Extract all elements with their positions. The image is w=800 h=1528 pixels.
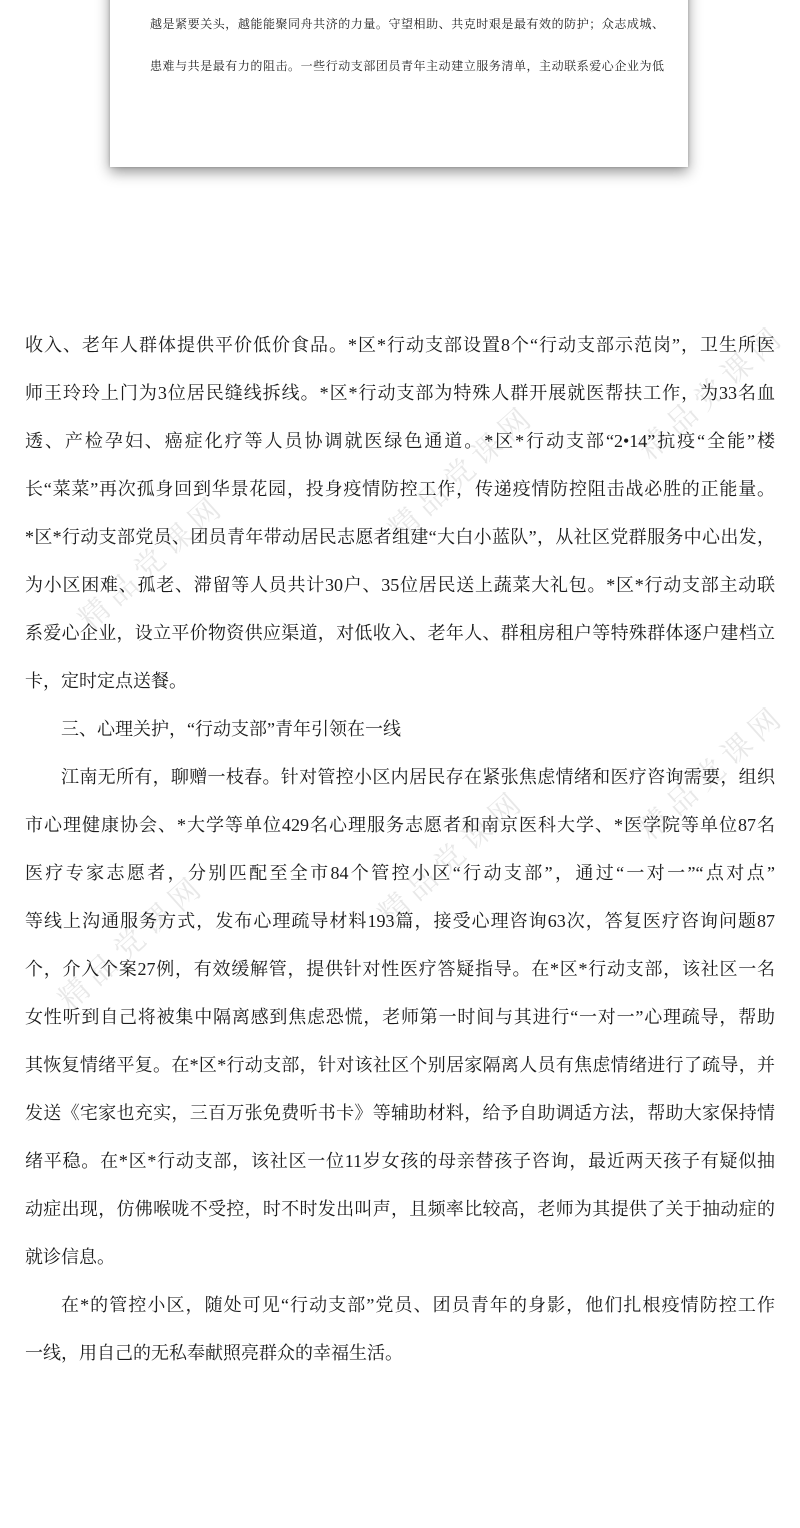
body-text-line: 江南无所有，聊赠一枝春。针对管控小区内居民存在紧张焦虑情绪和医疗咨询需要，组织 bbox=[61, 767, 775, 787]
watermark-text: 精品党课网 bbox=[382, 398, 543, 547]
body-text-line: 市心理健康协会、*大学等单位429名心理服务志愿者和南京医科大学、*医学院等单位87名 bbox=[25, 815, 775, 835]
body-text-line: 个，介入个案27例，有效缓解管，提供针对性医疗答疑指导。在*区*行动支部，该社区一名 bbox=[25, 959, 775, 979]
watermark-text: 精品党课网 bbox=[632, 318, 793, 467]
body-text-line: 师王玲玲上门为3位居民缝线拆线。*区*行动支部为特殊人群开展就医帮扶工作，为33名血 bbox=[25, 383, 775, 403]
body-text-line: 长“菜菜”再次孤身回到华景花园，投身疫情防控工作，传递疫情防控阻击战必胜的正能量。 bbox=[25, 479, 775, 499]
body-text-line: *区*行动支部党员、团员青年带动居民志愿者组建“大白小蓝队”，从社区党群服务中心出发， bbox=[25, 527, 775, 547]
body-text-line: 等线上沟通服务方式，发布心理疏导材料193篇，接受心理咨询63次，答复医疗咨询问题87 bbox=[25, 911, 775, 931]
body-text-line: 绪平稳。在*区*行动支部，该社区一位11岁女孩的母亲替孩子咨询，最近两天孩子有疑似抽 bbox=[25, 1151, 775, 1171]
watermark-text: 精品党课网 bbox=[52, 868, 213, 1017]
body-text-line: 医疗专家志愿者，分别匹配至全市84个管控小区“行动支部”，通过“一对一”“点对点” bbox=[25, 863, 775, 883]
body-text-line: 三、心理关护，“行动支部”青年引领在一线 bbox=[61, 719, 401, 739]
document-body bbox=[25, 321, 775, 1377]
prev-page-line: 患难与共是最有力的阻击。一些行动支部团员青年主动建立服务清单，主动联系爱心企业为低 bbox=[150, 59, 664, 73]
body-text-line: 动症出现，仿佛喉咙不受控，时不时发出叫声，且频率比较高，老师为其提供了关于抽动症的 bbox=[25, 1199, 775, 1219]
body-text-line: 其恢复情绪平复。在*区*行动支部，针对该社区个别居家隔离人员有焦虑情绪进行了疏导，并 bbox=[25, 1055, 775, 1075]
body-text-line: 一线，用自己的无私奉献照亮群众的幸福生活。 bbox=[25, 1343, 403, 1363]
prev-page-line: 越是紧要关头，越能能聚同舟共济的力量。守望相助、共克时艰是最有效的防护；众志成城、 bbox=[150, 17, 664, 31]
body-text-line: 系爱心企业，设立平价物资供应渠道，对低收入、老年人、群租房租户等特殊群体逐户建档立 bbox=[25, 623, 775, 643]
prev-page-fragment bbox=[110, 0, 688, 167]
body-text-line: 卡，定时定点送餐。 bbox=[25, 671, 187, 691]
body-text-line: 透、产检孕妇、癌症化疗等人员协调就医绿色通道。*区*行动支部“2•14”抗疫“全能”楼 bbox=[25, 431, 775, 451]
body-text-line: 女性听到自己将被集中隔离感到焦虑恐慌，老师第一时间与其进行“一对一”心理疏导，帮助 bbox=[25, 1007, 775, 1027]
body-text-line: 在*的管控小区，随处可见“行动支部”党员、团员青年的身影，他们扎根疫情防控工作 bbox=[61, 1295, 775, 1315]
body-text-line: 收入、老年人群体提供平价低价食品。*区*行动支部设置8个“行动支部示范岗”，卫生所医 bbox=[25, 335, 775, 355]
body-text-line: 就诊信息。 bbox=[25, 1247, 115, 1267]
body-text-line: 发送《宅家也充实，三百万张免费听书卡》等辅助材料，给予自助调适方法，帮助大家保持情 bbox=[25, 1103, 775, 1123]
watermark-text: 精品党课网 bbox=[632, 698, 793, 847]
watermark-text: 精品党课网 bbox=[372, 783, 533, 932]
body-text-line: 为小区困难、孤老、滞留等人员共计30户、35位居民送上蔬菜大礼包。*区*行动支部主动联 bbox=[25, 575, 775, 595]
prev-page-text bbox=[150, 3, 664, 87]
watermark-text: 精品党课网 bbox=[72, 488, 233, 637]
